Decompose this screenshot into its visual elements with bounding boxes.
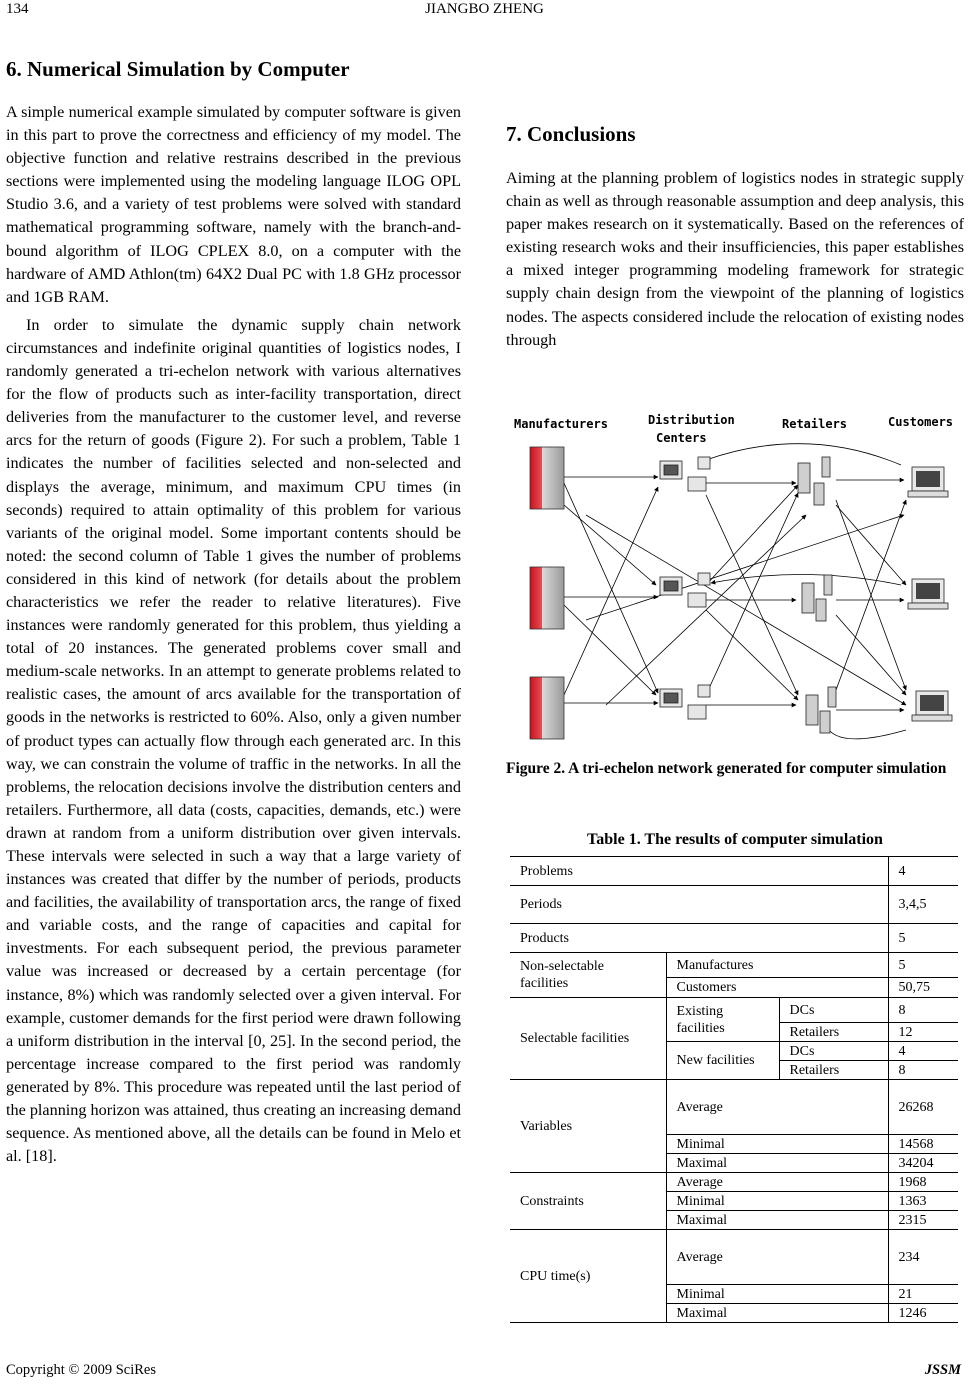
customer-nodes (908, 467, 952, 721)
figure-2-caption: Figure 2. A tri-echelon network generated for computer simulation (506, 760, 947, 777)
row-value: 8 (888, 998, 958, 1023)
row-label: Manufactures (666, 953, 888, 978)
row-label: Retailers (779, 1023, 888, 1042)
row-label: Maximal (666, 1211, 888, 1230)
table-1-caption: Table 1. The results of computer simulation (587, 831, 883, 848)
row-value: 21 (888, 1285, 958, 1304)
table-row (510, 998, 958, 1023)
row-label: Average (666, 1080, 888, 1135)
row-value: 5 (888, 924, 958, 953)
subgroup-label: Existing facilities (666, 998, 779, 1042)
section-6-paragraph-2: In order to simulate the dynamic supply chain network circumstances and indefinite original quantities of logistics nodes, I randomly generated a tri-echelon network with various alternatives for the flow of products such as inter-facility transportation, direct deliveries from the manufacturer to the customer level, and reverse arcs for the return of goods (Figure 2). For such a problem, Table 1 indicates the number of facilities selected and non-selected and displays the average, minimum, and maximum CPU times (in seconds) required to attain optimality of this problem for various variants of the original model. Some important contents should be noted: the second column of Table 1 gives the number of problems considered in this kind of network (for details about the problem characteristics we refer the reader to relative literatures). Five instances were randomly generated for this problem, thus yielding a total of 20 instances. The generated problems cover small and medium-scale networks. In an attempt to generate problems related to realistic cases, the amount of arcs available for the transportation of goods in the networks is restricted to 60%. Also, only a given number of product types can actually flow through each generated arc. In this way, we can constrain the volume of traffic in the networks. In all the problems, the relocation decisions involve the distribution centers and retailers. Furthermore, all data (costs, capacities, demands, etc.) were drawn at random from a uniform distribution over given intervals. These intervals were selected in such a way that a large variety of instances was created that differ by the number of periods, products and facilities, the availability of transportation arcs, the range of fixed and variable costs, and the range of capacities and capital for investments. For each subsequent period, the previous parameter value was increased or decreased by a certain percentage (for instance, 8%) which was randomly selected over a given interval. For example, customer demands for the first period were drawn following a uniform distribution in the interval [0, 25]. In the second period, the percentage increase compared to the first period was randomly generated by 8%. This procedure was repeated until the last period of the planning horizon was attained, thus creating an increasing demand sequence. As mentioned above, all the details can be found in Melo et al. [18]. (6, 315, 461, 1166)
label-dc-line2: Centers (656, 431, 707, 445)
row-value: 50,75 (888, 978, 958, 998)
row-value: 34204 (888, 1154, 958, 1173)
section-7-paragraph-1: Aiming at the planning problem of logistics nodes in strategic supply chain as well as through reasonable assumption and deep analysis, this paper makes research on it systematically. Based on the references of existing research woks and their insufficiencies, this paper establishes a mixed integer programming modeling framework for strategic supply chain design from the viewpoint of the planning of logistics nodes. The aspects considered include the relocation of existing nodes through (506, 169, 964, 349)
group-label: CPU time(s) (510, 1230, 666, 1323)
section-6-paragraph-1: A simple numerical example simulated by computer software is given in this part to prove the correctness and efficiency of my model. The objective function and relative restrains described in the previous sections were implemented using the modeling language ILOG OPL Studio 3.6, and a variety of test problems were solved with standard mathematical programming software, namely with the branch-and-bound algorithm of ILOG CPLEX 8.0, on a computer with the hardware of AMD Athlon(tm) 64X2 Dual PC with 1.8 GHz processor and 1GB RAM. (6, 103, 461, 306)
row-label: DCs (779, 998, 888, 1023)
group-label: Constraints (510, 1173, 666, 1230)
row-value: 4 (888, 1042, 958, 1061)
row-label: Maximal (666, 1154, 888, 1173)
row-value: 1363 (888, 1192, 958, 1211)
row-value: 5 (888, 953, 958, 978)
row-value: 1968 (888, 1173, 958, 1192)
table-row (510, 1230, 958, 1285)
row-label: Problems (510, 857, 888, 886)
row-label: Minimal (666, 1135, 888, 1154)
table-row (510, 1173, 958, 1192)
row-value: 3,4,5 (888, 886, 958, 924)
network-arcs (564, 444, 906, 739)
row-label: Maximal (666, 1304, 888, 1323)
label-customers: Customers (888, 415, 954, 429)
manufacturer-nodes (530, 447, 564, 739)
row-label: Average (666, 1173, 888, 1192)
row-label: DCs (779, 1042, 888, 1061)
row-label: Retailers (779, 1061, 888, 1080)
table-row (510, 886, 958, 924)
retailer-nodes (798, 457, 836, 733)
label-dc-line1: Distribution (648, 413, 735, 427)
group-label: Selectable facilities (510, 998, 666, 1080)
section-6-heading: 6. Numerical Simulation by Computer (6, 57, 350, 81)
table-row (510, 953, 958, 978)
row-value: 14568 (888, 1135, 958, 1154)
row-label: Average (666, 1230, 888, 1285)
row-value: 26268 (888, 1080, 958, 1135)
row-value: 1246 (888, 1304, 958, 1323)
group-label: Non-selectable facilities (510, 953, 666, 998)
row-label: Minimal (666, 1192, 888, 1211)
row-value: 4 (888, 857, 958, 886)
row-value: 234 (888, 1230, 958, 1285)
group-label: Variables (510, 1080, 666, 1173)
left-column-body (6, 101, 461, 1168)
running-title: JIANGBO ZHENG (425, 1, 544, 17)
section-7-heading: 7. Conclusions (506, 122, 636, 146)
label-manufacturers: Manufacturers (514, 417, 608, 431)
label-retailers: Retailers (782, 417, 848, 431)
row-value: 12 (888, 1023, 958, 1042)
row-label: Products (510, 924, 888, 953)
footer-journal: JSSM (924, 1362, 961, 1378)
subgroup-label: New facilities (666, 1042, 779, 1080)
row-label: Minimal (666, 1285, 888, 1304)
row-value: 8 (888, 1061, 958, 1080)
row-value: 2315 (888, 1211, 958, 1230)
network-figure (506, 405, 964, 747)
table-row (510, 924, 958, 953)
dc-nodes (660, 457, 710, 719)
table-row (510, 1080, 958, 1135)
footer-copyright: Copyright © 2009 SciRes (6, 1362, 156, 1378)
table-row (510, 857, 958, 886)
row-label: Periods (510, 886, 888, 924)
results-table (510, 856, 958, 1323)
row-label: Customers (666, 978, 888, 998)
page-number: 134 (6, 1, 29, 17)
